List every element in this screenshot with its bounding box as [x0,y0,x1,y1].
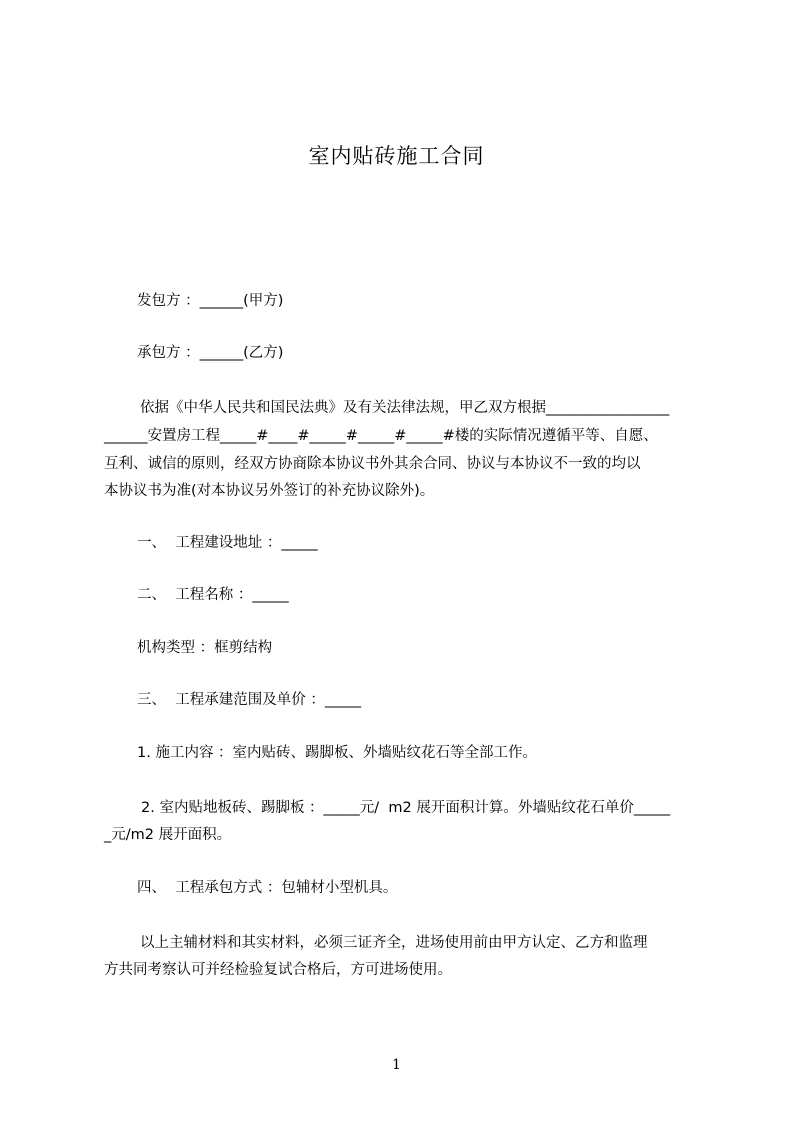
section-1-address: 一、 工程建设地址 ：_____ [137,535,318,551]
section-3-scope-price: 三、 工程承建范围及单价 ：_____ [137,692,362,708]
page-number: 1 [392,1057,401,1073]
section-4-contract-mode: 四、 工程承包方式 ：包辅材小型机具。 [137,880,398,896]
paragraph-materials-line-1: 以上主辅材料和其实材料，必须三证齐全，进场使用前由甲方认定、乙方和监理 [140,935,648,951]
paragraph-basis-line-2: ______安置房工程_____#____#_____#_____#_____#楼的实际情况遵循平等、自愿、 [104,428,658,444]
party-a-line: 发包方 ：______(甲方) [137,293,284,309]
item-2-unit-price-line-2: _元/m2 展开面积。 [104,827,232,843]
paragraph-basis-line-3: 互利、诚信的原则，经双方协商除本协议书外其余合同、协议与本协议不一致的均以 [104,456,641,472]
party-b-line: 承包方 ：______(乙方) [137,345,284,361]
item-2-unit-price-line-1: 2. 室内贴地板砖、踢脚板 ：_____元/ m2 展开面积计算。外墙贴纹花石单价_____ [141,800,671,816]
paragraph-basis-line-4: 本协议书为准(对本协议另外签订的补充协议除外)。 [104,483,435,499]
paragraph-materials-line-2: 方共同考察认可并经检验复试合格后，方可进场使用。 [104,962,452,978]
document-title: 室内贴砖施工合同 [308,144,485,168]
item-1-work-content: 1. 施工内容 ：室内贴砖、踢脚板、外墙贴纹花石等全部工作。 [137,745,538,761]
section-2-project-name: 二、 工程名称 ：_____ [137,587,289,603]
paragraph-basis-line-1: 依据《中华人民共和国民法典》及有关法律法规，甲乙双方根据_________________ [140,400,670,416]
structure-type: 机构类型 ：框剪结构 [137,640,273,656]
